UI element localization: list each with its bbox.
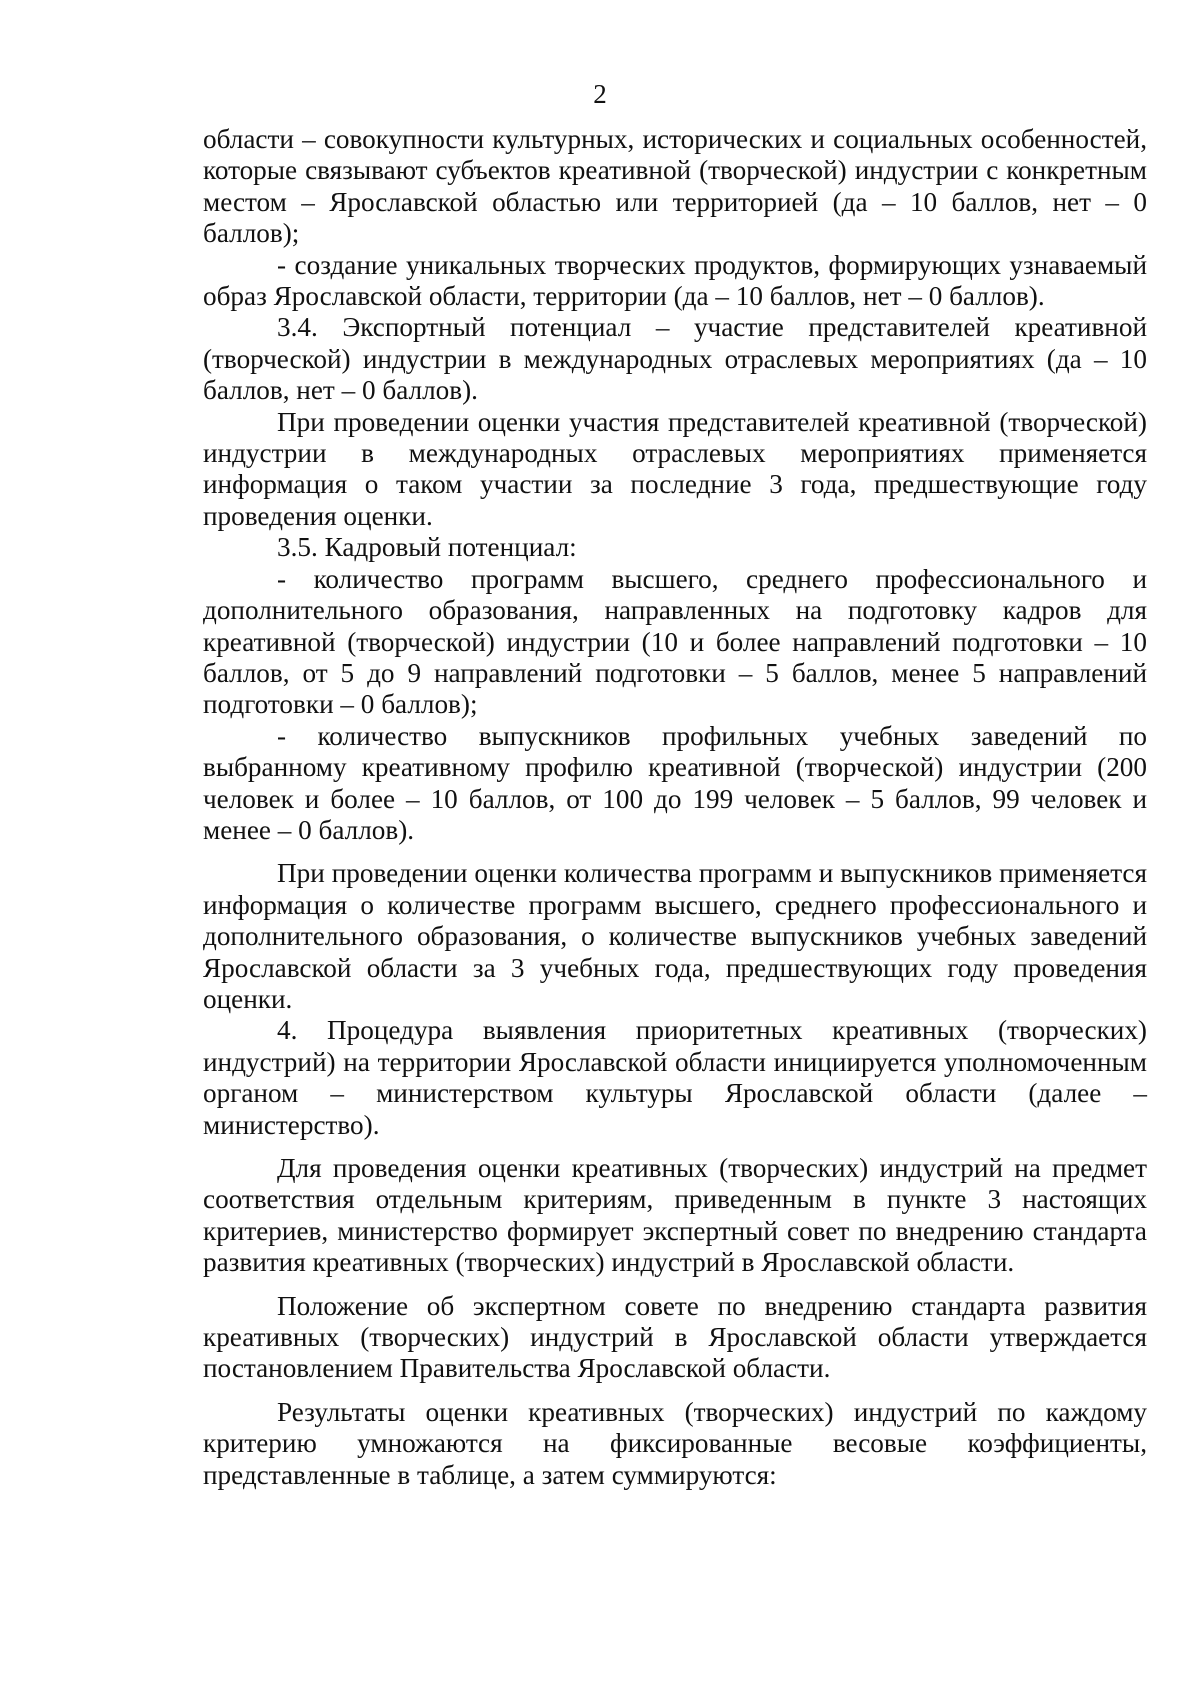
paragraph-education-programs: - количество программ высшего, среднего профессионального и дополнительного образования, направленных на подготовку кадров для креативной (творческой) индустрии (10 и более направлений подготовки – 10 баллов, от 5 до 9 направлений подготовки – 5 баллов, менее 5 направлений подготовки – 0 баллов); xyxy=(203,563,1147,720)
paragraph-results: Результаты оценки креативных (творческих) индустрий по каждому критерию умножаются на фиксированные весовые коэффициенты, представленные в таблице, а затем суммируются: xyxy=(203,1396,1147,1490)
paragraph-region-features: области – совокупности культурных, исторических и социальных особенностей, которые связывают субъектов креативной (творческой) индустрии с конкретным местом – Ярославской областью или территорией (да – 10 баллов, нет – 0 баллов); xyxy=(203,124,1147,249)
paragraph-graduates: - количество выпускников профильных учебных заведений по выбранному креативному профилю креативной (творческой) индустрии (200 человек и более – 10 баллов, от 100 до 199 человек – 5 баллов, 99 человек и менее – 0 баллов). xyxy=(203,720,1147,845)
page-number: 2 xyxy=(593,79,607,109)
paragraph-export-assessment: При проведении оценки участия представителей креативной (творческой) индустрии в международных отраслевых мероприятиях применяется информация о таком участии за последние 3 года, предшествующие году проведения оценки. xyxy=(203,406,1147,531)
paragraph-export-potential: 3.4. Экспортный потенциал – участие представителей креативной (творческой) индустрии в международных отраслевых мероприятиях (да – 10 баллов, нет – 0 баллов). xyxy=(203,312,1147,406)
paragraph-expert-council: Для проведения оценки креативных (творческих) индустрий на предмет соответствия отдельным критериям, приведенным в пункте 3 настоящих критериев, министерство формирует экспертный совет по внедрению стандарта развития креативных (творческих) индустрий в Ярославской области. xyxy=(203,1153,1147,1278)
paragraph-staff-potential-heading: 3.5. Кадровый потенциал: xyxy=(277,532,577,563)
paragraph-procedure: 4. Процедура выявления приоритетных креативных (творческих) индустрий) на территории Ярославской области инициируется уполномоченным органом – министерством культуры Ярославской области (далее – министерство). xyxy=(203,1015,1147,1140)
paragraph-council-regulation: Положение об экспертном совете по внедрению стандарта развития креативных (творческих) индустрий в Ярославской области утверждается постановлением Правительства Ярославской области. xyxy=(203,1290,1147,1384)
paragraph-unique-products: - создание уникальных творческих продуктов, формирующих узнаваемый образ Ярославской области, территории (да – 10 баллов, нет – 0 баллов). xyxy=(203,249,1147,312)
paragraph-programs-assessment: При проведении оценки количества программ и выпускников применяется информация о количестве программ высшего, среднего профессионального и дополнительного образования, о количестве выпускников учебных заведений Ярославской области за 3 учебных года, предшествующих году проведения оценки. xyxy=(203,858,1147,1014)
document-body xyxy=(203,124,1147,1491)
